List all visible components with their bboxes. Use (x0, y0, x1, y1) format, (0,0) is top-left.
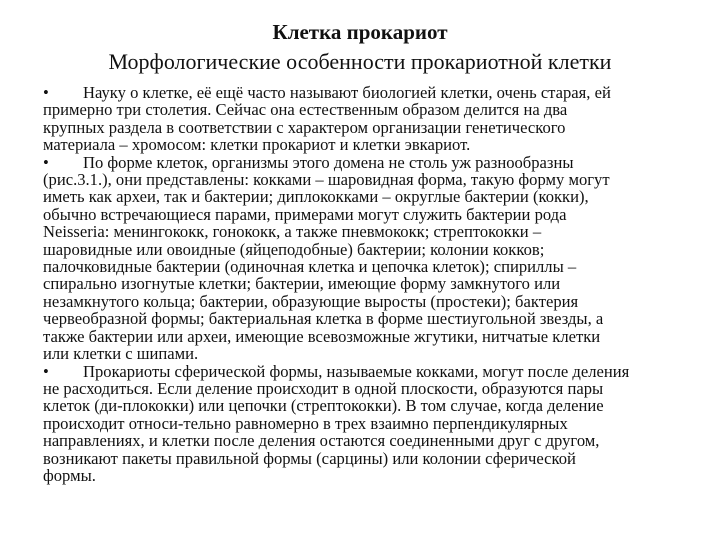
text-line (43, 397, 693, 414)
line-text: По форме клеток, организмы этого домена не столь уж разнообразны (83, 152, 574, 172)
text-line (43, 84, 693, 101)
text-line (43, 293, 693, 310)
line-text: Науку о клетке, её ещё часто называют биологией клетки, очень старая, ей (83, 83, 611, 102)
line-text: материала – хромосом: клетки прокариот и клетки эвкариот. (43, 135, 471, 155)
line-text: шаровидные или овоидные (яйцеподобные) бактерии; колонии кокков; (43, 239, 545, 259)
line-text: происходит относи-тельно равномерно в трех взаимно перпендикулярных (43, 413, 568, 433)
line-text: (рис.3.1.), они представлены: кокками – шаровидная форма, такую форму могут (43, 170, 610, 190)
line-text: крупных раздела в соответствии с характером организации генетического (43, 117, 566, 137)
text-line (43, 380, 693, 397)
slide-subtitle: Морфологические особенности прокариотной клетки (108, 49, 612, 74)
bullet-icon: • (43, 83, 49, 102)
bullet-paragraph (43, 84, 693, 154)
text-line (43, 467, 693, 484)
text-line (43, 450, 693, 467)
bullet-icon: • (43, 152, 49, 172)
line-text: обычно встречающиеся парами, примерами могут служить бактерии рода (43, 204, 567, 224)
text-line (43, 415, 693, 432)
text-line (43, 345, 693, 362)
line-text: палочковидные бактерии (одиночная клетка и цепочка клеток); спириллы – (43, 257, 577, 277)
line-text: спирально изогнутые клетки; бактерии, имеющие форму замкнутого или (43, 274, 561, 294)
text-line (43, 310, 693, 327)
text-line (43, 101, 693, 118)
text-line (43, 223, 693, 240)
line-text: формы. (43, 465, 96, 485)
line-text: не расходиться. Если деление происходит в одной плоскости, образуются пары (43, 378, 604, 398)
slide-body (43, 84, 693, 484)
text-line (43, 258, 693, 275)
line-text: Neisseria: менингококк, гонококк, а также пневмококк; стрептококки – (43, 222, 542, 242)
text-line (43, 136, 693, 153)
line-text: червеобразной формы; бактериальная клетка в форме шестиугольной звезды, а (43, 309, 604, 329)
text-line (43, 154, 693, 171)
line-text: также бактерии или археи, имеющие всевозможные жгутики, нитчатые клетки (43, 326, 601, 346)
text-line (43, 188, 693, 205)
text-line (43, 241, 693, 258)
text-line (43, 363, 693, 380)
text-line (43, 119, 693, 136)
text-line (43, 206, 693, 223)
line-text: незамкнутого кольца; бактерии, образующие выросты (простеки); бактерия (43, 291, 579, 311)
slide-title: Клетка прокариот (272, 20, 448, 44)
line-text: направлениях, и клетки после деления остаются соединенными друг с другом, (43, 431, 600, 451)
line-text: или клетки с шипами. (43, 344, 199, 364)
line-text: возникают пакеты правильной формы (сарцины) или колонии сферической (43, 448, 576, 468)
text-line (43, 171, 693, 188)
line-text: клеток (ди-плококки) или цепочки (стрептококки). В том случае, когда деление (43, 396, 604, 416)
bullet-icon: • (43, 361, 49, 381)
bullet-paragraph (43, 154, 693, 363)
line-text: Прокариоты сферической формы, называемые кокками, могут после деления (83, 361, 630, 381)
line-text: иметь как археи, так и бактерии; диплококками – округлые бактерии (кокки), (43, 187, 589, 207)
text-line (43, 432, 693, 449)
text-line (43, 275, 693, 292)
bullet-paragraph (43, 363, 693, 485)
line-text: примерно три столетия. Сейчас она естественным образом делится на два (43, 100, 568, 120)
text-line (43, 328, 693, 345)
